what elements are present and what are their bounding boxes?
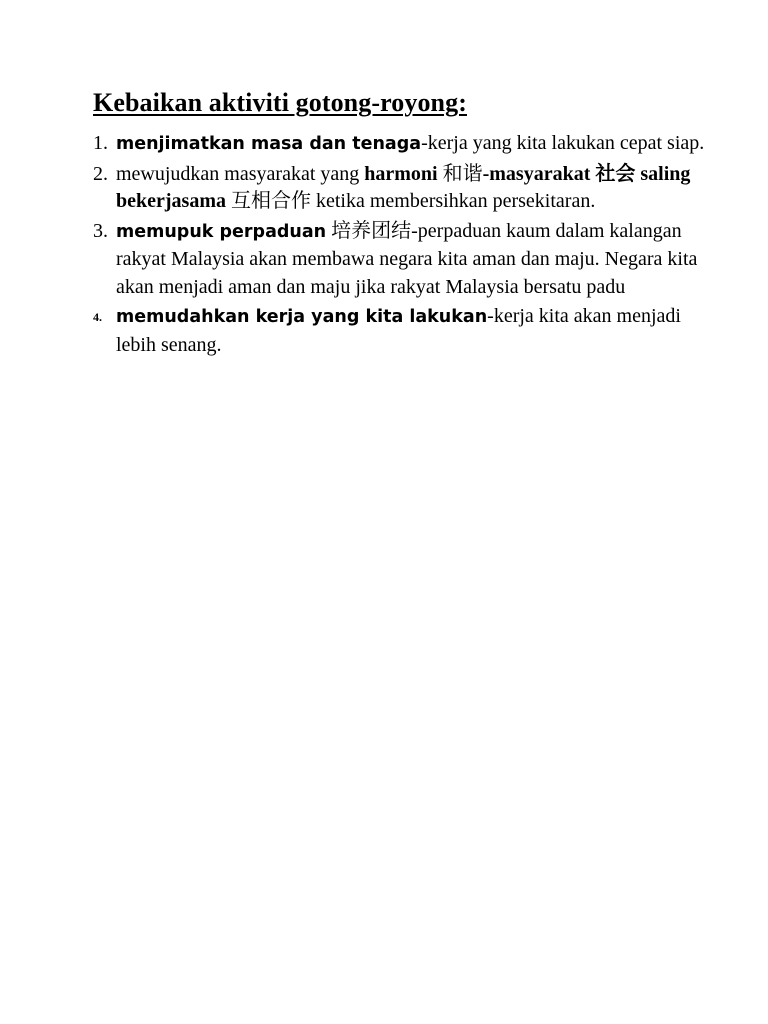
list-item-3 [93, 218, 713, 302]
item-text: 培养团结-perpaduan kaum dalam kalangan rakyat Malaysia akan membawa negara kita aman dan maju. Negara kita akan menjadi aman dan maju jika rakyat Malaysia bersatu padu [116, 219, 698, 298]
item-heading: menjimatkan masa dan tenaga [116, 134, 422, 154]
benefits-list [93, 130, 713, 361]
list-item-2 [93, 161, 713, 216]
item-heading: memudahkan kerja yang kita lakukan [116, 307, 488, 327]
item-text: 互相合作 ketika membersihkan persekitaran. [225, 190, 596, 212]
list-number: 3. [93, 219, 108, 242]
list-item-1 [93, 130, 713, 159]
item-heading: memupuk perpaduan [116, 221, 327, 242]
item-keyword: harmoni [364, 162, 438, 185]
item-text: mewujudkan masyarakat yang [116, 162, 365, 185]
list-number: 4. [93, 310, 102, 324]
list-number: 2. [93, 162, 108, 185]
list-item-4 [93, 303, 713, 359]
item-keyword: -masyarakat 社会 saling bekerjasama [116, 162, 691, 212]
page-title: Kebaikan aktiviti gotong-royong: [93, 88, 467, 117]
item-text: 和谐 [437, 162, 483, 185]
item-text: -kerja kita akan menjadi lebih senang. [116, 305, 681, 356]
list-number: 1. [93, 132, 108, 154]
item-text: -kerja yang kita lakukan cepat siap. [421, 132, 705, 154]
